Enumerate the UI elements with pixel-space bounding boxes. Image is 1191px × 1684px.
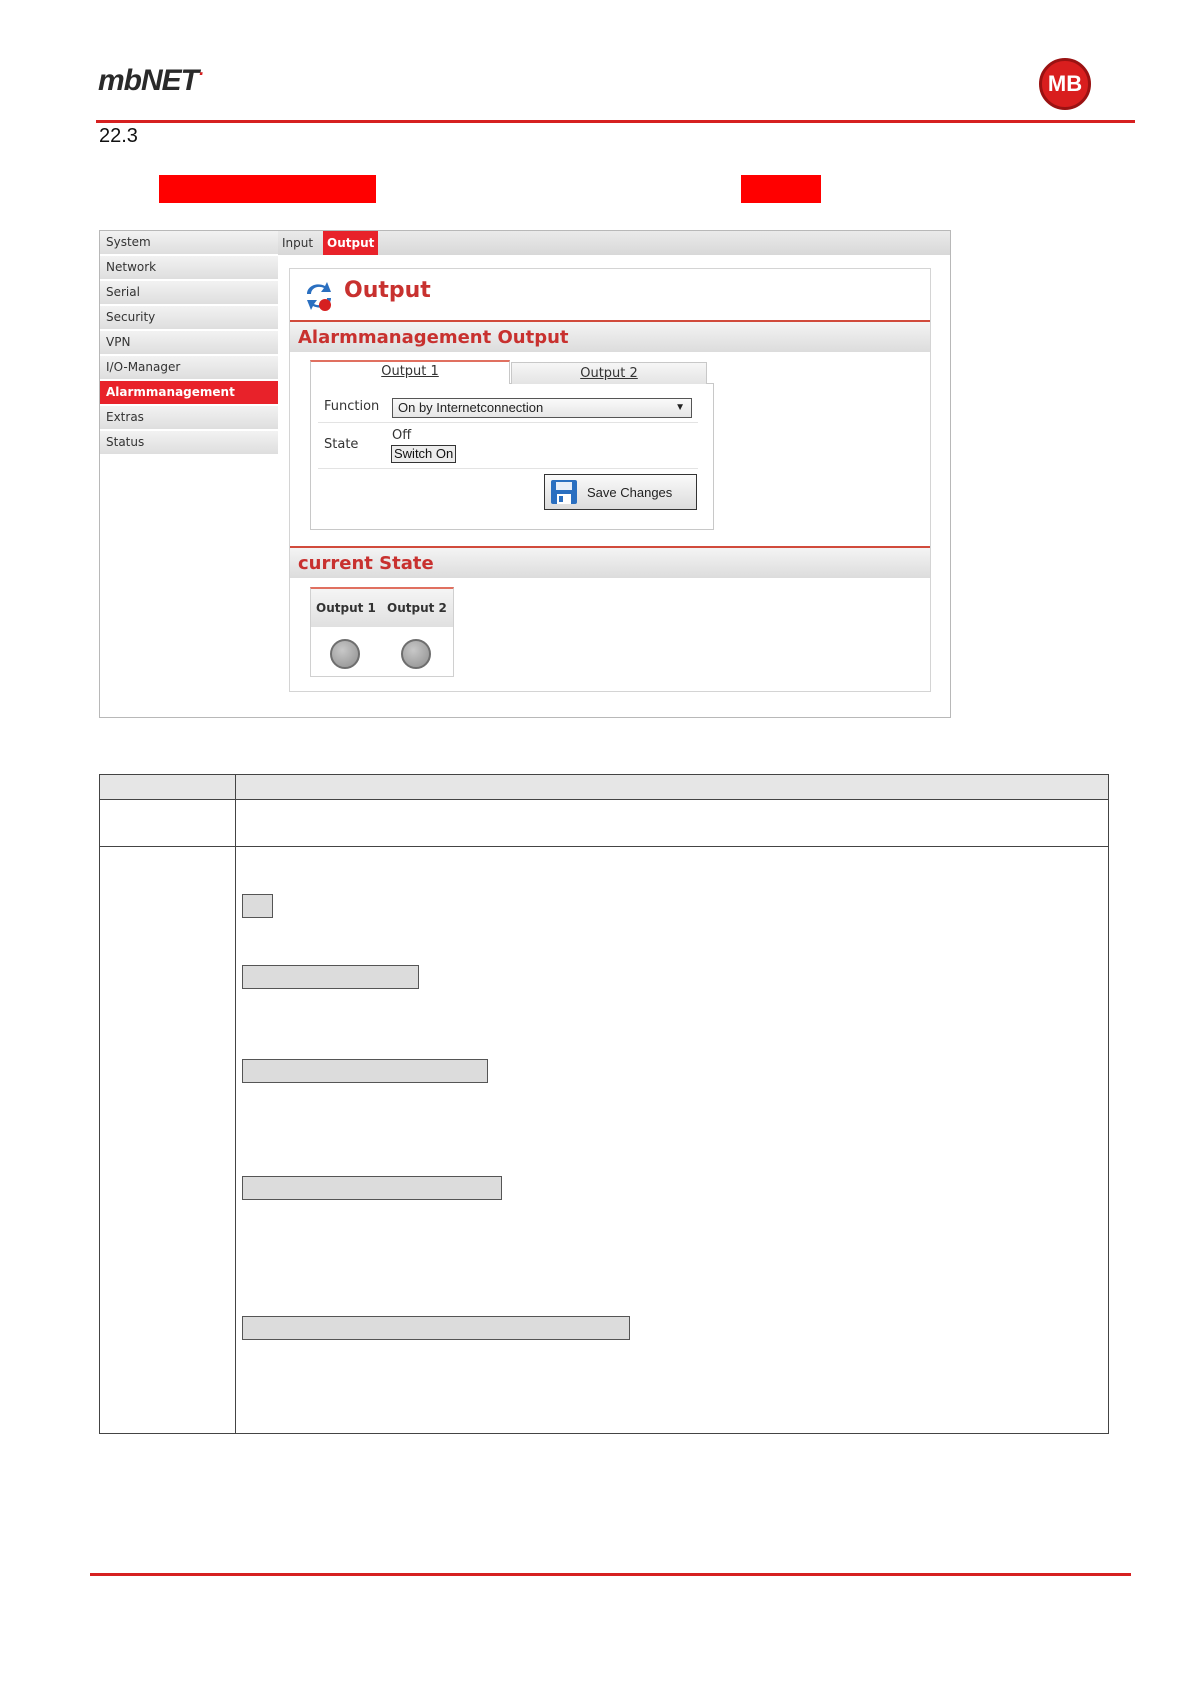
sub-tab-bar [278, 231, 950, 255]
sidebar-nav [100, 231, 278, 456]
redacted-text-bar [741, 175, 821, 203]
header-rule [96, 120, 1135, 123]
table-header-row [100, 775, 1108, 799]
state-label: State [324, 437, 359, 452]
floppy-disk-icon [549, 478, 579, 506]
dropdown-arrow-icon: ▼ [675, 402, 685, 413]
sidebar-item-network[interactable]: Network [100, 256, 278, 281]
output-2-led-icon [401, 639, 431, 669]
redacted-field-box [242, 1316, 630, 1340]
function-select-value: On by Internetconnection [398, 400, 544, 415]
section-heading-alarm-output: Alarmmanagement Output [290, 320, 930, 352]
row-divider [100, 846, 1108, 847]
logo-mark: · [198, 64, 203, 84]
row-divider [100, 799, 1108, 800]
state-value: Off [392, 428, 412, 443]
sidebar-item-io-manager[interactable]: I/O-Manager [100, 356, 278, 381]
function-label: Function [324, 399, 380, 414]
redacted-field-box [242, 1059, 488, 1083]
tab-output-2[interactable]: Output 2 [511, 362, 707, 384]
description-table [99, 774, 1109, 1434]
save-changes-button[interactable] [544, 474, 697, 510]
save-changes-label: Save Changes [587, 484, 673, 500]
page-title: Output [344, 278, 431, 303]
current-state-table [310, 587, 454, 677]
sidebar-item-status[interactable]: Status [100, 431, 278, 456]
section-number: 22.3 [99, 125, 138, 147]
sidebar-item-security[interactable]: Security [100, 306, 278, 331]
section-heading-current-state: current State [290, 546, 930, 578]
sidebar-item-vpn[interactable]: VPN [100, 331, 278, 356]
sidebar-item-system[interactable]: System [100, 231, 278, 256]
mbnet-logo [98, 64, 203, 98]
output-arrows-icon [303, 278, 335, 314]
mb-badge-logo: MB [1039, 58, 1091, 110]
tab-output[interactable]: Output [323, 231, 378, 255]
output-1-led-icon [330, 639, 360, 669]
logo-text: mbNET [98, 64, 198, 97]
state-col-output-2: Output 2 [387, 601, 447, 615]
redacted-field-box [242, 894, 273, 918]
footer-rule [90, 1573, 1131, 1576]
state-row [318, 422, 698, 469]
tab-input[interactable]: Input [282, 236, 314, 250]
redacted-text-bar [159, 175, 376, 203]
state-col-output-1: Output 1 [316, 601, 376, 615]
state-table-header [311, 589, 453, 627]
sidebar-item-alarmmanagement[interactable]: Alarmmanagement [100, 381, 278, 406]
redacted-field-box [242, 1176, 502, 1200]
function-select[interactable] [392, 398, 692, 418]
switch-on-button[interactable]: Switch On [391, 445, 456, 463]
sidebar-item-extras[interactable]: Extras [100, 406, 278, 431]
tab-output-1[interactable]: Output 1 [310, 360, 510, 384]
redacted-field-box [242, 965, 419, 989]
sidebar-item-serial[interactable]: Serial [100, 281, 278, 306]
column-divider [235, 775, 236, 1433]
